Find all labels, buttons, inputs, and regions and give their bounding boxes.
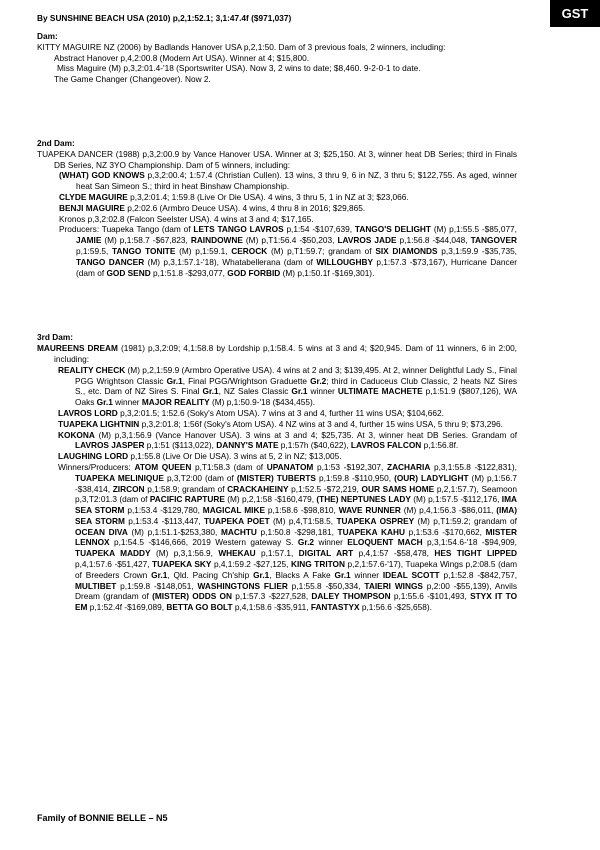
text-segment: p,1:51.9 ($807,126), WA Oaks bbox=[75, 386, 517, 408]
text-segment: (M) p,1:50.9-'18 ($434,455). bbox=[209, 397, 316, 408]
third-dam-offspring-5 bbox=[37, 451, 517, 462]
bold-name: LAVROS JADE bbox=[337, 235, 397, 246]
text-segment: p,4,1:57.6 -$51,427, bbox=[75, 559, 153, 570]
bold-name: LAVROS FALCON bbox=[350, 440, 422, 451]
bold-name: Gr.1 bbox=[151, 569, 168, 580]
text-segment: p,1:59.8 -$110,950, bbox=[315, 472, 395, 483]
bold-name: DANNY'S MATE bbox=[216, 440, 279, 451]
text-segment: , Qld. Pacing Ch'ship bbox=[167, 569, 254, 580]
text-segment: p,1:55.8 -$50,334, bbox=[287, 580, 365, 591]
text-segment: p,1:56.8 -$44,048, bbox=[396, 235, 471, 246]
bold-name: SIX DIAMONDS bbox=[375, 245, 438, 256]
bold-name: (MISTER) ODDS ON bbox=[152, 591, 232, 602]
text-segment: p,3,T2:00 (dam of bbox=[163, 472, 237, 483]
text-segment: Winners/Producers: bbox=[58, 461, 135, 472]
text-segment: p,3,1:55.8 -$122,831), bbox=[430, 461, 517, 472]
text-segment: (M) p,2,1:59.9 (Armbro Operative USA). 4 wins at 2 and 3; $139,495. At 2, winner Delightful Lady S., Final PGG Wrightson Classic bbox=[75, 364, 517, 386]
text-segment: (M) p,3,1:57.1-'18), Whatabellerana (dam of bbox=[144, 256, 317, 267]
text-segment: p,2,1:57.6-'17), Tuapeka Wings p,2:08.5 (dam of Breeders Crown bbox=[75, 559, 517, 580]
gst-badge: GST bbox=[550, 0, 600, 27]
text-segment: p,1:51 ($113,022), bbox=[144, 440, 217, 451]
dam-offspring-2: Miss Maguire (M) p,3,2:01.4-'18 (Sportswriter USA). Now 3, 2 wins to date; $8,460. 9-2-0-1 to date. bbox=[57, 63, 421, 74]
race-record: p,3,2:00.4; 1:57.4 (Christian Cullen). 13 wins, 3 thru 9, 6 in NZ, 3 thru 5; $122,755. As aged, winner heat San Simeon S.; third in heat Binshaw Championship. bbox=[76, 170, 517, 192]
second-dam-entry: TUAPEKA DANCER (1988) p,3,2:00.9 by Vance Hanover USA. Winner at 3; $25,150. At 3, winner heat DB Series; third in Finals DB Series, NZ 3YO Championship. Dam of 5 winners, including: bbox=[37, 148, 517, 170]
bold-name: Gr.1 bbox=[96, 397, 113, 408]
bold-name: HES TIGHT LIPPED bbox=[434, 548, 517, 559]
text-segment: (M) p,4,1:56.3 -$86,011, bbox=[400, 505, 497, 516]
bold-name: WAVE RUNNER bbox=[338, 505, 401, 516]
text-segment: p,1:53.4 -$113,447, bbox=[124, 515, 204, 526]
text-segment: p,1:58.9; grandam of bbox=[144, 483, 228, 494]
text-segment: Producers: Tuapeka Tango (dam of bbox=[59, 224, 194, 235]
bold-name: WASHINGTONS FLIER bbox=[197, 580, 288, 591]
bold-name: TANGO TONITE bbox=[112, 245, 176, 256]
text-segment: p,1:55.8 (Live Or Die USA). 3 wins at 5, 2 in NZ; $13,005. bbox=[128, 451, 342, 462]
bold-name: LAVROS LORD bbox=[58, 407, 118, 418]
text-segment: p,3,2:01.5; 1:52.6 (Soky's Atom USA). 7 wins at 3 and 4, further 11 wins USA; $104,662. bbox=[117, 407, 444, 418]
bold-name: MACHTU bbox=[220, 526, 257, 537]
bold-name: TUAPEKA MADDY bbox=[75, 548, 151, 559]
bold-name: MULTIBET bbox=[75, 580, 117, 591]
text-segment: , Blacks A Fake bbox=[269, 569, 335, 580]
text-segment: p,T1:58.3 (dam of bbox=[191, 461, 267, 472]
spacer bbox=[37, 278, 517, 332]
bold-name: ELOQUENT MACH bbox=[347, 537, 423, 548]
bold-name: (THE) NEPTUNES LADY bbox=[316, 494, 411, 505]
bold-name: OUR SAMS HOME bbox=[361, 483, 435, 494]
bold-name: STYX IT TO EM bbox=[75, 591, 518, 613]
text-segment: (M) p,4,T1:58.5, bbox=[269, 515, 337, 526]
text-segment: (M) p,T1:59.2; grandam of bbox=[414, 515, 517, 526]
text-segment: (M) p,3,1:56.9 (Vance Hanover USA). 3 wins at 3 and 4; $25,735. At 3, winner heat DB Series. Grandam of bbox=[94, 429, 517, 440]
text-segment: p,2,1:57.7), Seamoon p,3,T2:01.3 (dam of bbox=[75, 483, 517, 505]
text-segment: (M) p,1:59.1, bbox=[175, 245, 232, 256]
bold-name: TUAPEKA POET bbox=[203, 515, 270, 526]
text-segment: p,1:50.8 -$298,181, bbox=[256, 526, 338, 537]
bold-name: CEROCK bbox=[231, 245, 268, 256]
third-dam-offspring-1 bbox=[37, 365, 517, 408]
text-segment: p,1:59.5, bbox=[76, 245, 113, 256]
bold-name: MISTER LENNOX bbox=[75, 526, 517, 548]
bold-name: Gr.2 bbox=[297, 537, 315, 548]
bold-name: KING TRITON bbox=[290, 559, 345, 570]
third-dam-offspring-2 bbox=[37, 408, 517, 419]
text-segment: (M) p,T1:59.7; grandam of bbox=[267, 245, 376, 256]
third-dam-offspring-3 bbox=[37, 419, 517, 430]
bold-name: ULTIMATE MACHETE bbox=[337, 386, 423, 397]
bold-name: (IMA) SEA STORM bbox=[75, 505, 517, 526]
text-segment: p,1:55.6 -$101,493, bbox=[390, 591, 471, 602]
text-segment: winner bbox=[307, 386, 338, 397]
text-segment: (M) p,1:56.7 -$38,414, bbox=[75, 472, 517, 494]
text-segment: (M) p,1:55.5 -$85,077, bbox=[430, 224, 517, 235]
second-dam-offspring-2 bbox=[37, 192, 517, 203]
bold-name: Gr.1 bbox=[334, 569, 351, 580]
family-footer: Family of BONNIE BELLE – N5 bbox=[37, 813, 168, 823]
bold-name: LAUGHING LORD bbox=[58, 451, 129, 462]
bold-name: ZACHARIA bbox=[387, 461, 431, 472]
bold-name: TANGO DANCER bbox=[76, 256, 145, 267]
bold-name: LETS TANGO LAVROS bbox=[193, 224, 284, 235]
bold-name: MAJOR REALITY bbox=[141, 397, 210, 408]
bold-name: Gr.2 bbox=[310, 375, 327, 386]
text-segment: , NZ Sales Classic bbox=[218, 386, 292, 397]
second-dam-offspring-4: Kronos p,3,2:02.8 (Falcon Seelster USA). 4 wins at 3 and 4; $17,165. bbox=[59, 213, 314, 224]
bold-name: ZIRCON bbox=[112, 483, 145, 494]
bold-name: TANGOVER bbox=[470, 235, 517, 246]
dam-label: Dam: bbox=[37, 31, 58, 41]
text-segment: (M) p,1:50.1f -$169,301). bbox=[280, 267, 375, 278]
text-segment: ; third in Caduceus Club Classic, 2 heats NZ Sires S., etc. Dam of NZ Sires S. Final bbox=[75, 375, 518, 397]
text-segment: p,4,1:59.2 -$27,125, bbox=[211, 559, 291, 570]
bold-name: MAGICAL MIKE bbox=[202, 505, 265, 516]
text-segment: p,1:56.8f. bbox=[421, 440, 459, 451]
horse-name: MAUREENS DREAM bbox=[37, 343, 118, 354]
bold-name: REALITY CHECK bbox=[58, 364, 126, 375]
bold-name: WHEKAU bbox=[218, 548, 256, 559]
text-segment: p,1:57h ($40,622), bbox=[278, 440, 351, 451]
horse-name: (WHAT) GOD KNOWS bbox=[59, 170, 145, 181]
dam-entry: KITTY MAGUIRE NZ (2006) by Badlands Hanover USA p,2,1:50. Dam of 3 previous foals, 2 winners, including: bbox=[37, 41, 446, 52]
race-record: p,3,2:01.4; 1:59.8 (Live Or Die USA). 4 wins, 3 thru 5, 1 in NZ at 3; $23,066. bbox=[127, 191, 409, 202]
bold-name: TAIERI WINGS bbox=[364, 580, 423, 591]
text-segment: p,4,1:58.6 -$35,911, bbox=[232, 602, 311, 613]
text-segment: p,1:52.8 -$842,757, bbox=[439, 569, 518, 580]
bold-name: Gr.1 bbox=[166, 375, 183, 386]
text-segment: , Final PGG/Wrightson Graduette bbox=[182, 375, 311, 386]
third-dam-label: 3rd Dam: bbox=[37, 332, 73, 343]
bold-name: Gr.1 bbox=[202, 386, 219, 397]
spacer bbox=[37, 85, 517, 138]
sire-header: By SUNSHINE BEACH USA (2010) p,2,1:52.1; 3,1:47.4f ($971,037) bbox=[37, 13, 292, 23]
bold-name: (MISTER) TUBERTS bbox=[236, 472, 316, 483]
text-segment: p,1:58.6 -$98,810, bbox=[264, 505, 339, 516]
second-dam-offspring-1 bbox=[37, 170, 517, 192]
race-record: p,2:02.6 (Armbro Deuce USA). 4 wins, 4 thru 8 in 2016; $29,865. bbox=[124, 202, 366, 213]
bold-name: TANGO'S DELIGHT bbox=[354, 224, 431, 235]
bold-name: KOKONA bbox=[58, 429, 95, 440]
text-segment: p,3,1:54.6-'18 -$94,909, bbox=[422, 537, 517, 548]
text-segment: p,3,2:01.8; 1:56f (Soky's Atom USA). 4 NZ wins at 3 and 4, further 15 wins USA, 5 thru 9; $73,296. bbox=[139, 418, 503, 429]
text-segment: p,1:59.8 -$148,051, bbox=[116, 580, 198, 591]
horse-name: BENJI MAGUIRE bbox=[59, 202, 125, 213]
text-segment: p,1:52.5 -$72,219, bbox=[288, 483, 362, 494]
text-segment: winner bbox=[314, 537, 348, 548]
text-segment: p,1:53.4 -$129,780, bbox=[124, 505, 203, 516]
text-segment: (M) p,3,1:56.9, bbox=[150, 548, 219, 559]
bold-name: TUAPEKA LIGHTNIN bbox=[58, 418, 140, 429]
text-segment: p,1:52.4f -$169,089, bbox=[87, 602, 167, 613]
bold-name: DALEY THOMPSON bbox=[311, 591, 391, 602]
text-segment: (M) p,1:58.7 -$67,823, bbox=[101, 235, 191, 246]
bold-name: CRACKAHEINY bbox=[227, 483, 289, 494]
text-segment: p,1:57.3 -$73,167), Hurricane Dancer (dam of bbox=[76, 256, 517, 278]
bold-name: TUAPEKA SKY bbox=[152, 559, 212, 570]
text-segment: p,1:51.8 -$293,077, bbox=[150, 267, 228, 278]
bold-name: ATOM QUEEN bbox=[134, 461, 192, 472]
text-segment: (M) p,T1:56.4 -$50,203, bbox=[242, 235, 338, 246]
bold-name: DIGITAL ART bbox=[298, 548, 354, 559]
bold-name: IDEAL SCOTT bbox=[382, 569, 440, 580]
bold-name: (OUR) LADYLIGHT bbox=[394, 472, 469, 483]
bold-name: TUAPEKA OSPREY bbox=[336, 515, 415, 526]
text-segment: p,3,1:59.9 -$35,735, bbox=[437, 245, 517, 256]
second-dam-producers bbox=[37, 224, 517, 278]
third-dam-entry bbox=[37, 343, 517, 365]
bold-name: RAINDOWNE bbox=[190, 235, 243, 246]
text-segment: p,1:53 -$192,307, bbox=[313, 461, 387, 472]
bold-name: FANTASTYX bbox=[310, 602, 360, 613]
bold-name: GOD FORBID bbox=[227, 267, 281, 278]
dam-offspring-1: Abstract Hanover p,4,2:00.8 (Modern Art USA). Winner at 4; $15,800. bbox=[54, 52, 310, 63]
text-segment: p,1:53.6 -$170,662, bbox=[404, 526, 486, 537]
text-segment: p,1:57.3 -$227,528, bbox=[231, 591, 312, 602]
text-segment: (M) p,2,1:58 -$160,479, bbox=[224, 494, 317, 505]
bold-name: TUAPEKA KAHU bbox=[337, 526, 405, 537]
text-segment: winner bbox=[350, 569, 383, 580]
pedigree-content bbox=[37, 31, 517, 613]
text-segment: (M) p,1:51.1-$253,380, bbox=[127, 526, 221, 537]
bold-name: UPANATOM bbox=[266, 461, 314, 472]
third-dam-producers bbox=[37, 462, 517, 613]
bold-name: IMA SEA STORM bbox=[75, 494, 518, 516]
text-segment: winner bbox=[112, 397, 142, 408]
text-segment: p,1:54.5 -$146,666, 2019 Western gateway S. bbox=[109, 537, 298, 548]
text-segment: p,4,1:57 -$58,478, bbox=[353, 548, 435, 559]
second-dam-label: 2nd Dam: bbox=[37, 137, 75, 148]
text-segment: p,1:57.1, bbox=[255, 548, 299, 559]
bold-name: TUAPEKA MELINIQUE bbox=[75, 472, 164, 483]
bold-name: OCEAN DIVA bbox=[75, 526, 128, 537]
third-dam-offspring-4 bbox=[37, 430, 517, 452]
horse-name: CLYDE MAGUIRE bbox=[59, 191, 128, 202]
text-segment: (M) p,1:57.5 -$112,176, bbox=[410, 494, 502, 505]
dam-offspring-3: The Game Changer (Changeover). Now 2. bbox=[54, 74, 211, 85]
bold-name: GOD SEND bbox=[106, 267, 151, 278]
second-dam-offspring-3 bbox=[37, 203, 517, 214]
bold-name: BETTA GO BOLT bbox=[166, 602, 233, 613]
bold-name: LAVROS JASPER bbox=[75, 440, 145, 451]
text-segment: p,1:54 -$107,639, bbox=[283, 224, 355, 235]
bold-name: WILLOUGHBY bbox=[316, 256, 374, 267]
bold-name: Gr.1 bbox=[253, 569, 270, 580]
text-segment: p,2:00 -$55,139), Anvils Dream (grandam of bbox=[75, 580, 518, 602]
bold-name: PACIFIC RAPTURE bbox=[149, 494, 225, 505]
bold-name: Gr.1 bbox=[291, 386, 308, 397]
race-record: (1981) p,3,2:09; 4,1:58.8 by Lordship p,1:58.4. 5 wins at 3 and 4; $20,945. Dam of 11 winners, 6 in 2:00, including: bbox=[54, 343, 517, 364]
bold-name: JAMIE bbox=[76, 235, 102, 246]
text-segment: p,1:56.6 -$25,658). bbox=[359, 602, 432, 613]
